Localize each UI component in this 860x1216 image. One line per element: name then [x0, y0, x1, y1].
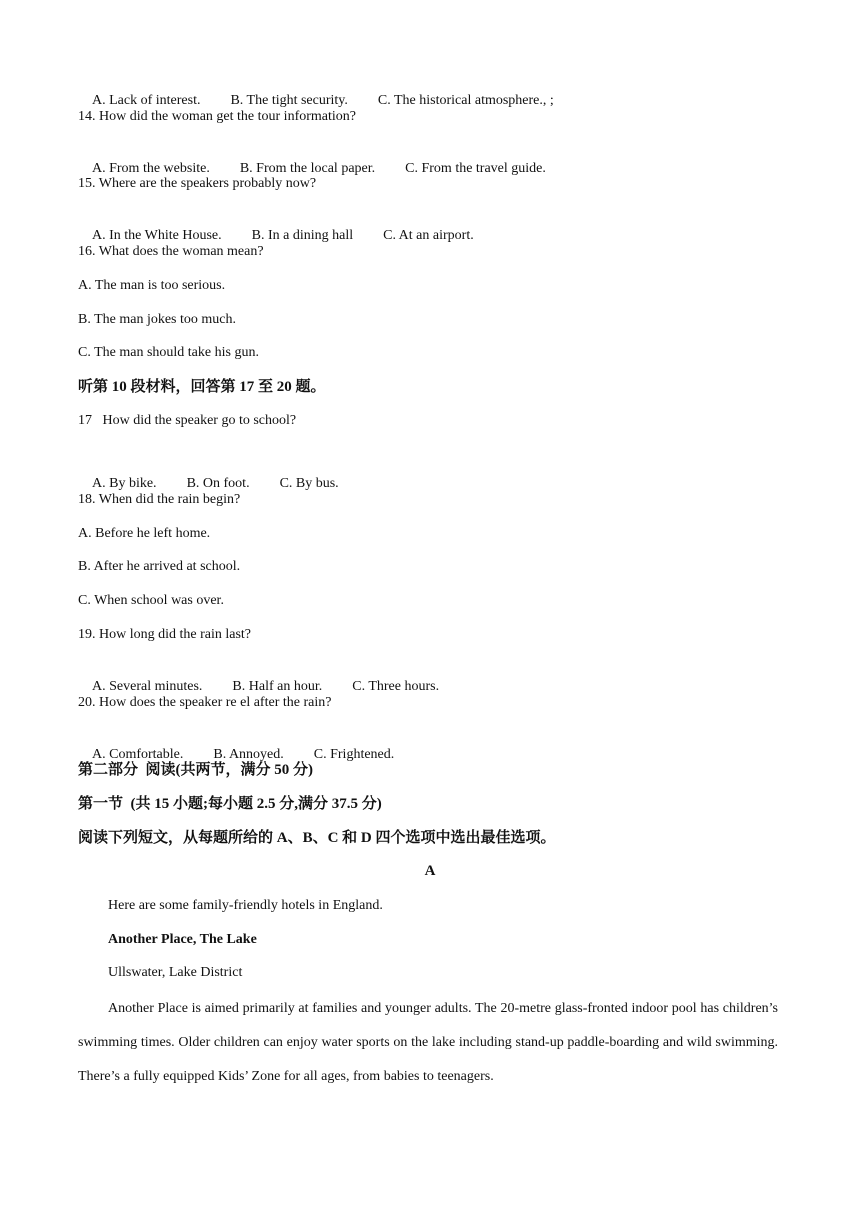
q20-option-c: C. Frightened.: [313, 747, 395, 762]
q15-option-a: A. In the White House.: [92, 228, 222, 243]
q15-option-b: B. In a dining hall: [251, 228, 354, 243]
passage-intro: Here are some family-friendly hotels in England.: [108, 898, 383, 913]
q20-question: 20. How does the speaker re el after the rain?: [78, 695, 332, 710]
q16-option-b: B. The man jokes too much.: [78, 312, 236, 327]
q15-option-c: C. At an airport.: [383, 228, 474, 243]
q18-option-c: C. When school was over.: [78, 593, 224, 608]
q18-question: 18. When did the rain begin?: [78, 492, 241, 507]
q14-option-a: A. From the website.: [92, 161, 210, 176]
passage-letter: A: [424, 863, 436, 879]
q16-question: 16. What does the woman mean?: [78, 244, 264, 259]
q13-option-b: B. The tight security.: [230, 93, 348, 108]
hotel-location: Ullswater, Lake District: [108, 965, 243, 980]
q14-option-b: B. From the local paper.: [239, 161, 376, 176]
q18-option-b: B. After he arrived at school.: [78, 559, 241, 574]
q17-option-a: A. By bike.: [92, 476, 157, 491]
q19-option-c: C. Three hours.: [352, 679, 440, 694]
q20-option-b: B. Annoyed.: [213, 747, 284, 762]
q16-option-a: A. The man is too serious.: [78, 278, 226, 293]
q15-question: 15. Where are the speakers probably now?: [78, 176, 317, 191]
q14-option-c: C. From the travel guide.: [405, 161, 546, 176]
q13-option-a: A. Lack of interest.: [92, 93, 201, 108]
section1-heading: 第一节 (共 15 小题;每小题 2.5 分,满分 37.5 分): [78, 796, 382, 812]
q17-question: 17 How did the speaker go to school?: [78, 413, 297, 428]
q17-option-b: B. On foot.: [186, 476, 250, 491]
q20-option-a: A. Comfortable.: [92, 747, 184, 762]
q17-option-c: C. By bus.: [279, 476, 339, 491]
part2-heading: 第二部分 阅读(共两节，满分 50 分): [78, 762, 313, 778]
q19-option-b: B. Half an hour.: [232, 679, 323, 694]
q16-option-c: C. The man should take his gun.: [78, 345, 259, 360]
hotel-name: Another Place, The Lake: [108, 932, 257, 947]
hotel-description: Another Place is aimed primarily at families and younger adults. The 20-metre glass-fronted indoor pool has children’s swimming times. Older children can enjoy water sports on the lake including stand-up paddle-boarding and wild swimming. There’s a fully equipped Kids’ Zone for all ages, from babies to teenagers.: [78, 1001, 778, 1084]
q14-question: 14. How did the woman get the tour information?: [78, 109, 356, 124]
section10-heading: 听第 10 段材料，回答第 17 至 20 题。: [78, 379, 326, 395]
q19-question: 19. How long did the rain last?: [78, 627, 252, 642]
q13-option-c: C. The historical atmosphere., ;: [377, 93, 554, 108]
q18-option-a: A. Before he left home.: [78, 526, 211, 541]
q19-option-a: A. Several minutes.: [92, 679, 203, 694]
reading-instructions: 阅读下列短文，从每题所给的 A、B、C 和 D 四个选项中选出最佳选项。: [78, 830, 556, 846]
